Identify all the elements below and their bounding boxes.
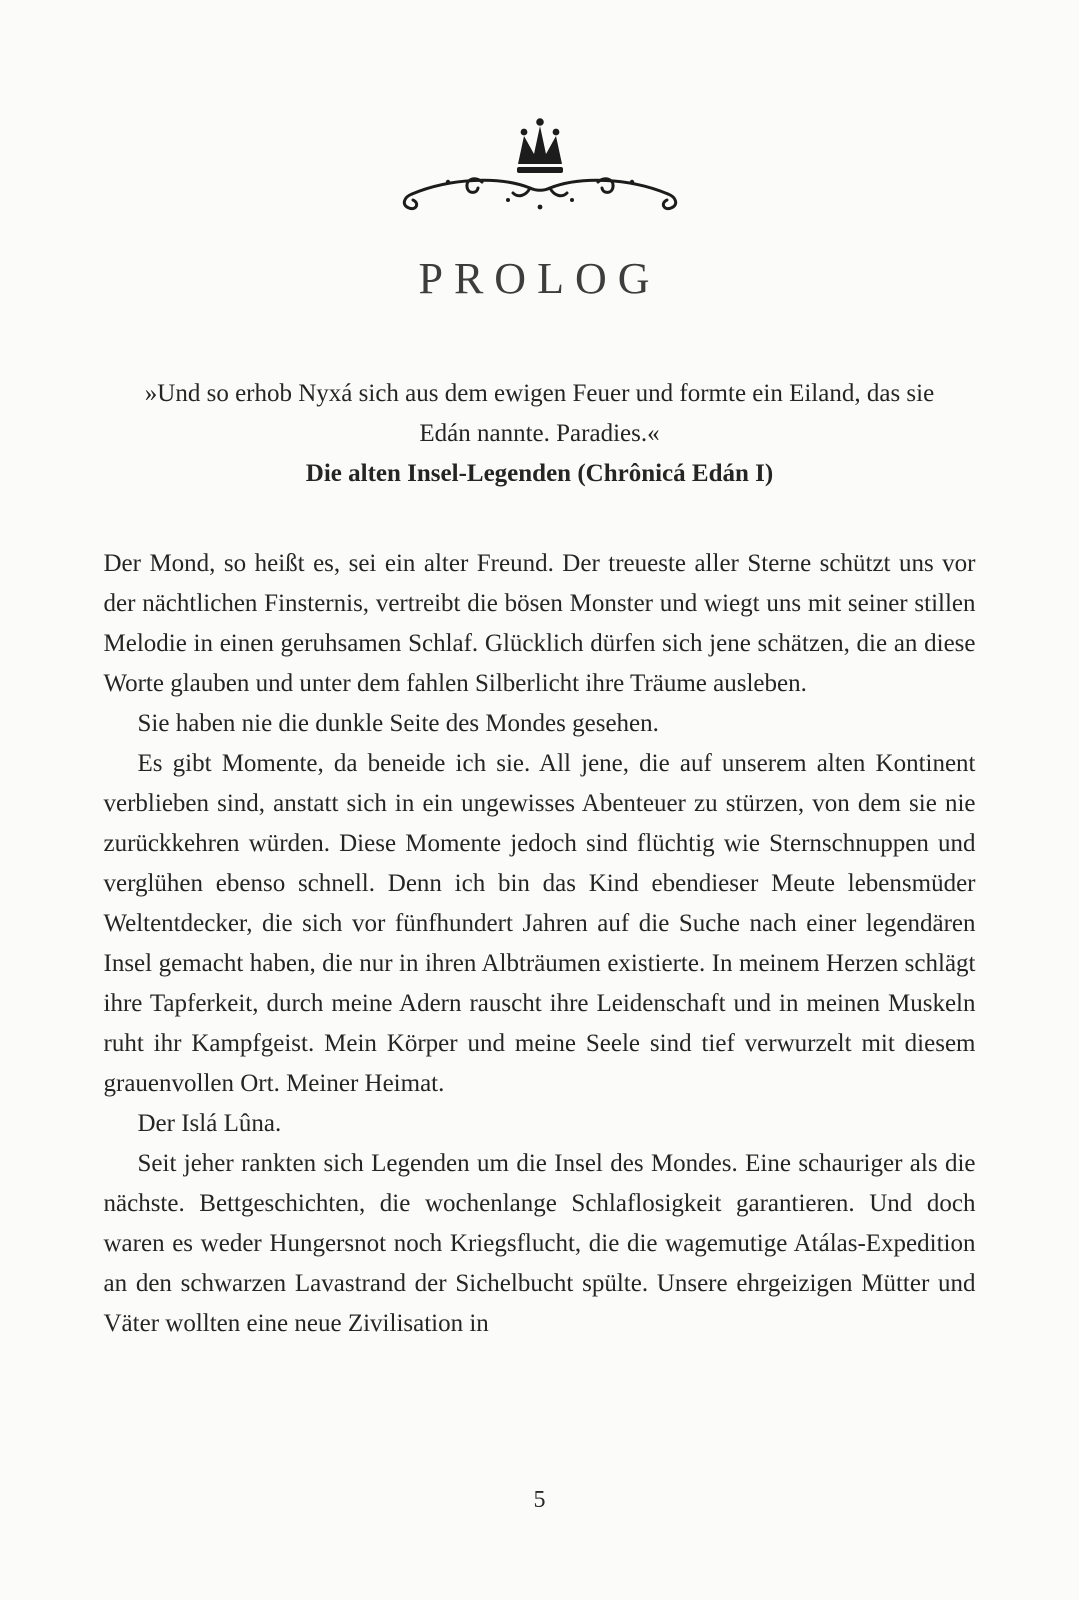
- paragraph: Seit jeher rankten sich Legenden um die Insel des Mondes. Eine schauriger als die nächste. Bettgeschichten, die wochenlange Schlaflosigkeit garantieren. Und doch waren es weder Hungersnot noch Kriegsflucht, die die wagemutige Atálas-Expedition an den schwarzen Lavastrand der Sichelbucht spülte. Unsere ehrgeizigen Mütter und Väter wollten eine neue Zivilisation in: [103, 1150, 976, 1337]
- chapter-title: PROLOG: [418, 254, 661, 303]
- epigraph-quote: »Und so erhob Nyxá sich aus dem ewigen Feuer und formte ein Eiland, das sie Edán nannte. Paradies.«: [144, 380, 935, 447]
- paragraph: Es gibt Momente, da beneide ich sie. All jene, die auf unserem alten Kontinent verblieben sind, anstatt sich in ein ungewisses Abenteuer zu stürzen, von dem sie nie zurückkehren würden. Diese Momente jedoch sind flüchtig wie Sternschnuppen und verglühen ebenso schnell. Denn ich bin das Kind ebendieser Meute lebensmüder Weltentdecker, die sich vor fünfhundert Jahren auf die Suche nach einer legendären Insel gemacht haben, die nur in ihren Albträumen existierte. In meinem Herzen schlägt ihre Tapferkeit, durch meine Adern rauscht ihre Leidenschaft und in meinen Muskeln ruht ihr Kampfgeist. Mein Körper und meine Seele sind tief verwurzelt mit diesem grauenvollen Ort. Meiner Heimat.: [103, 750, 976, 1097]
- chapter-ornament: [0, 0, 1079, 227]
- paragraph: Sie haben nie die dunkle Seite des Mondes gesehen.: [137, 710, 659, 737]
- epigraph: [120, 374, 960, 494]
- paragraph: Der Mond, so heißt es, sei ein alter Freund. Der treueste aller Sterne schützt uns vor der nächtlichen Finsternis, vertreibt die bösen Monster und wiegt uns mit seiner stillen Melodie in einen geruhsamen Schlaf. Glücklich dürfen sich jene schätzen, die an diese Worte glauben und unter dem fahlen Silberlicht ihre Träume ausleben.: [103, 550, 976, 697]
- paragraph: Der Islá Lûna.: [137, 1110, 282, 1137]
- body-text: [104, 544, 976, 1344]
- page-number: 5: [533, 1487, 546, 1513]
- crown-flourish-icon: [390, 112, 690, 227]
- epigraph-attribution: Die alten Insel-Legenden (Chrônicá Edán I): [305, 460, 774, 487]
